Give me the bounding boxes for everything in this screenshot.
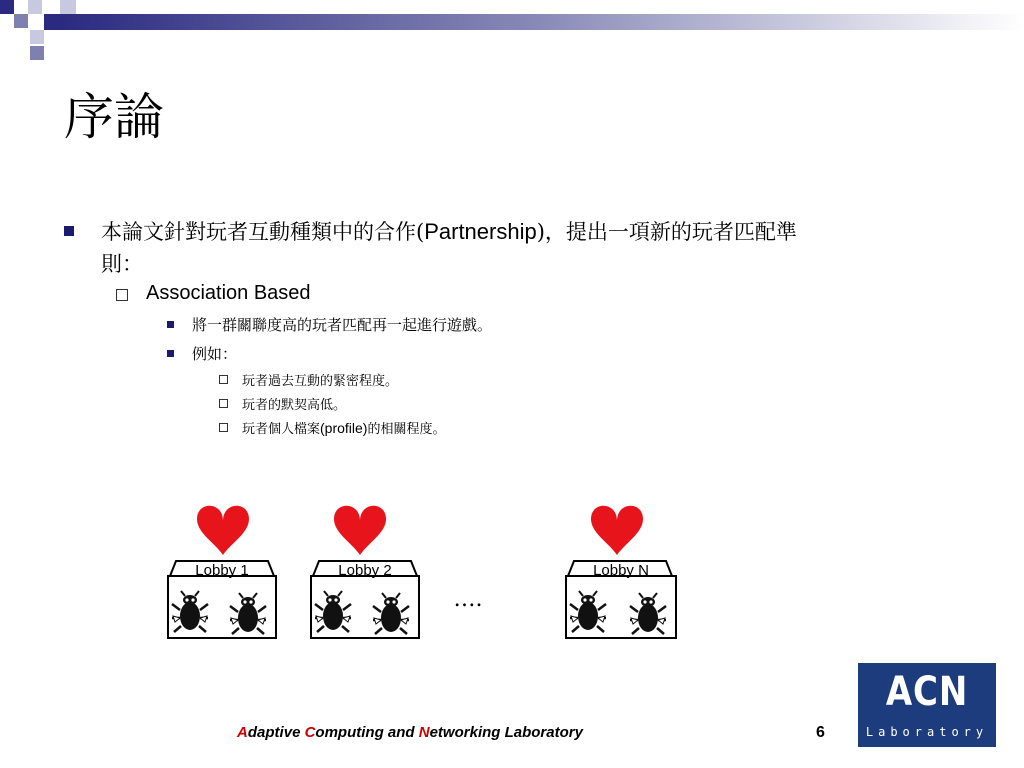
item-3-part-b: (profile) — [320, 420, 368, 436]
footer-initial-n: N — [418, 724, 430, 741]
lobby-box — [311, 561, 419, 638]
slide-title: 序論 — [64, 88, 164, 146]
logo-sub-text: Laboratory — [865, 725, 989, 739]
main-bullet-part-b: Partnership — [424, 219, 537, 244]
footer-initial-c: C — [304, 724, 316, 741]
hollow-square-icon — [219, 423, 228, 432]
bullet-square-icon — [64, 226, 74, 236]
hollow-square-icon — [219, 375, 228, 384]
item-2: 玩者的默契高低。 — [242, 398, 347, 413]
page-number: 6 — [816, 724, 825, 741]
main-bullet-part-a: 本論文針對玩者互動種類中的合作( — [101, 220, 425, 244]
main-bullet-part-c: )，提出一項新的玩者匹配準 — [536, 220, 797, 244]
hollow-square-icon — [219, 399, 228, 408]
lobby-label: Lobby N — [593, 562, 649, 579]
lobby-label: Lobby 1 — [195, 562, 249, 579]
item-3-part-a: 玩者個人檔案 — [242, 422, 321, 437]
footer-initial-a: A — [237, 724, 248, 741]
bullet-square-icon — [167, 350, 174, 357]
lobby-diagram — [0, 490, 1024, 660]
footer-text-n: etworking Laboratory — [429, 724, 583, 741]
lobby-box — [168, 561, 276, 638]
footer-text-a: daptive — [247, 724, 305, 741]
ellipsis-text: …. — [453, 587, 483, 612]
footer-text-c: omputing and — [315, 724, 419, 741]
sub-bullet-text: Association Based — [146, 282, 311, 304]
heart-icon — [197, 506, 249, 555]
acn-logo — [858, 663, 996, 747]
item-3-part-c: 的相關程度。 — [367, 422, 446, 437]
subsub-bullet-1: 將一群關聯度高的玩者匹配再一起進行遊戲。 — [192, 316, 493, 334]
hollow-square-icon — [116, 289, 128, 301]
main-bullet-text-line2: 則： — [101, 252, 143, 276]
bullet-square-icon — [167, 321, 174, 328]
main-bullet-text — [101, 216, 797, 246]
item-3 — [242, 418, 446, 437]
top-decoration — [0, 0, 1024, 32]
heart-icon — [591, 506, 643, 555]
lobby-box — [566, 561, 676, 638]
item-1: 玩者過去互動的緊密程度。 — [242, 374, 399, 389]
footer-lab-name — [0, 724, 820, 741]
logo-main-text: ACN — [885, 669, 969, 715]
heart-icon — [334, 506, 386, 555]
lobby-label: Lobby 2 — [338, 562, 392, 579]
subsub-bullet-2: 例如： — [192, 345, 238, 363]
